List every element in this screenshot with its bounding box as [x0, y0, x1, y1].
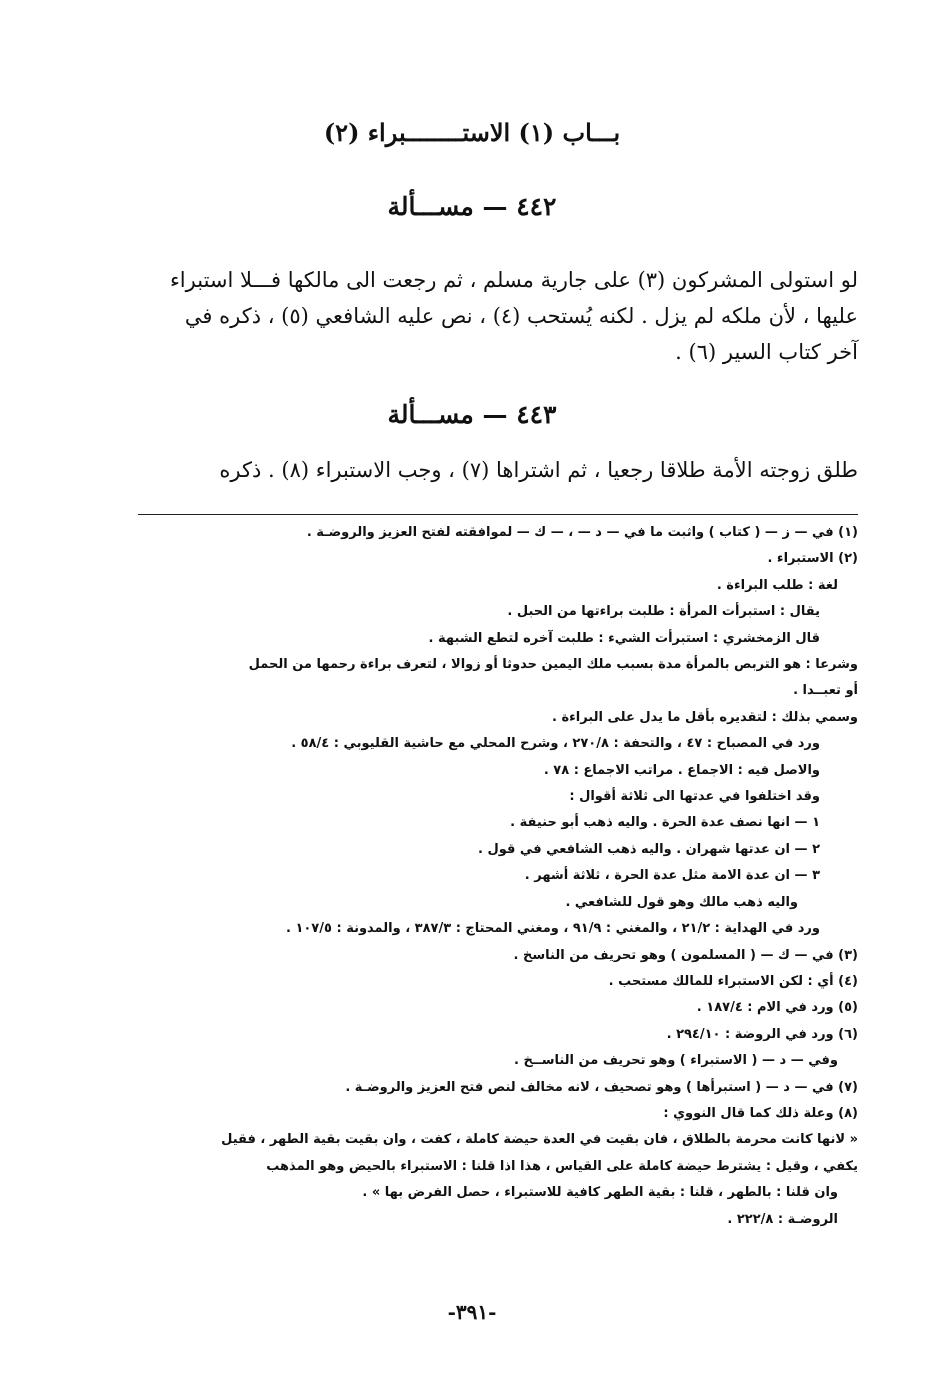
footnote-line: واليه ذهب مالك وهو قول للشافعي . — [565, 894, 798, 910]
text-line: لو استولى المشركون (٣) على جارية مسلم ، ثم رجعت الى مالكها فـــلا استبراء — [169, 268, 858, 292]
footnote-line: لغة : طلب البراءة . — [716, 577, 838, 593]
text-line: آخر كتاب السير (٦) . — [675, 340, 858, 364]
footnote-line: ورد في الهداية : ٢١/٢ ، والمغني : ٩١/٩ ، ومغني المحتاج : ٣٨٧/٣ ، والمدونة : ١٠٧/٥ . — [285, 921, 820, 937]
page-number: -٣٩١- — [447, 1300, 497, 1324]
footnote-divider — [138, 514, 858, 515]
footnote-line: أو تعبــدا . — [793, 683, 858, 699]
footnote-line: ١ — انها نصف عدة الحرة . واليه ذهب أبو حنيفة . — [510, 815, 820, 831]
chapter-title: بـــاب (١) الاستــــــــبراء (٢) — [323, 118, 621, 147]
footnote-line: ٢ — ان عدتها شهران . واليه ذهب الشافعي في قول . — [477, 841, 820, 857]
footnote-line: ورد في المصباح : ٤٧ ، والتحفة : ٢٧٠/٨ ، وشرح المحلي مع حاشية القليوبي : ٥٨/٤ . — [291, 736, 820, 752]
footnote-line: يقال : استبرأت المرأة : طلبت براءتها من الحبل . — [507, 604, 820, 620]
footnotes — [138, 520, 858, 1233]
footnote-line: قال الزمخشري : استبرأت الشيء : طلبت آخره لتطع الشبهة . — [428, 630, 820, 646]
footnote-line: يكفي ، وقيل : يشترط حيضة كاملة على القياس ، هذا اذا قلنا : الاستبراء بالحيض وهو المذهب — [266, 1158, 858, 1174]
footnote-line: (٥) ورد في الام : ١٨٧/٤ . — [696, 1000, 858, 1016]
footnote-line: ٣ — ان عدة الامة مثل عدة الحرة ، ثلاثة أشهر . — [524, 868, 820, 884]
footnote-line: وسمي بذلك : لتقديره بأقل ما يدل على البراءة . — [551, 709, 858, 725]
text-line: عليها ، لأن ملكه لم يزل . لكنه يُستحب (٤) ، نص عليه الشافعي (٥) ، ذكره في — [184, 304, 858, 328]
footnote-line: (٧) في — د — ( استبرأها ) وهو تصحيف ، لانه مخالف لنص فتح العزيز والروضـة . — [345, 1079, 858, 1095]
text-line: طلق زوجته الأمة طلاقا رجعيا ، ثم اشتراها (٧) ، وجب الاستبراء (٨) . ذكره — [219, 458, 858, 482]
footnote-line: (٤) أي : لكن الاستبراء للمالك مستحب . — [608, 973, 858, 989]
footnote-line: والاصل فيه : الاجماع . مراتب الاجماع : ٧٨ . — [543, 762, 820, 778]
footnote-line: « لانها كانت محرمة بالطلاق ، فان بقيت في العدة حيضة كاملة ، كفت ، وان بقيت بقية الطهر ، فقيل — [221, 1132, 858, 1148]
footnote-line: (٣) في — ك — ( المسلمون ) وهو تحريف من الناسخ . — [513, 947, 858, 963]
footnote-line: وشرعا : هو التربص بالمرأة مدة بسبب ملك اليمين حدوثا أو زوالا ، لتعرف براءة رحمها من الحمل — [248, 657, 858, 673]
footnote-line: وقد اختلفوا في عدتها الى ثلاثة أقوال : — [569, 789, 820, 805]
footnote-line: (٢) الاستبراء . — [767, 551, 858, 567]
masala-text-443 — [98, 452, 858, 488]
footnote-line: وفي — د — ( الاستبراء ) وهو تحريف من الناســخ . — [513, 1053, 838, 1069]
footnote-line: الروضـة : ٢٢٢/٨ . — [727, 1211, 838, 1227]
masala-heading-442: ٤٤٢ — مســـألة — [387, 192, 557, 221]
masala-text-442 — [98, 262, 858, 370]
masala-heading-443: ٤٤٣ — مســـألة — [387, 400, 557, 429]
footnote-line: (٦) ورد في الروضة : ٢٩٤/١٠ . — [666, 1026, 858, 1042]
footnote-line: (٨) وعلة ذلك كما قال النووي : — [663, 1105, 858, 1121]
footnote-line: وان قلنا : بالطهر ، قلنا : بقية الطهر كافية للاستبراء ، حصل الفرض بها » . — [362, 1185, 838, 1201]
footnote-line: (١) في — ز — ( كتاب ) واثبت ما في — د — ، — ك — لموافقته لفتح العزيز والروضـة . — [306, 525, 858, 540]
